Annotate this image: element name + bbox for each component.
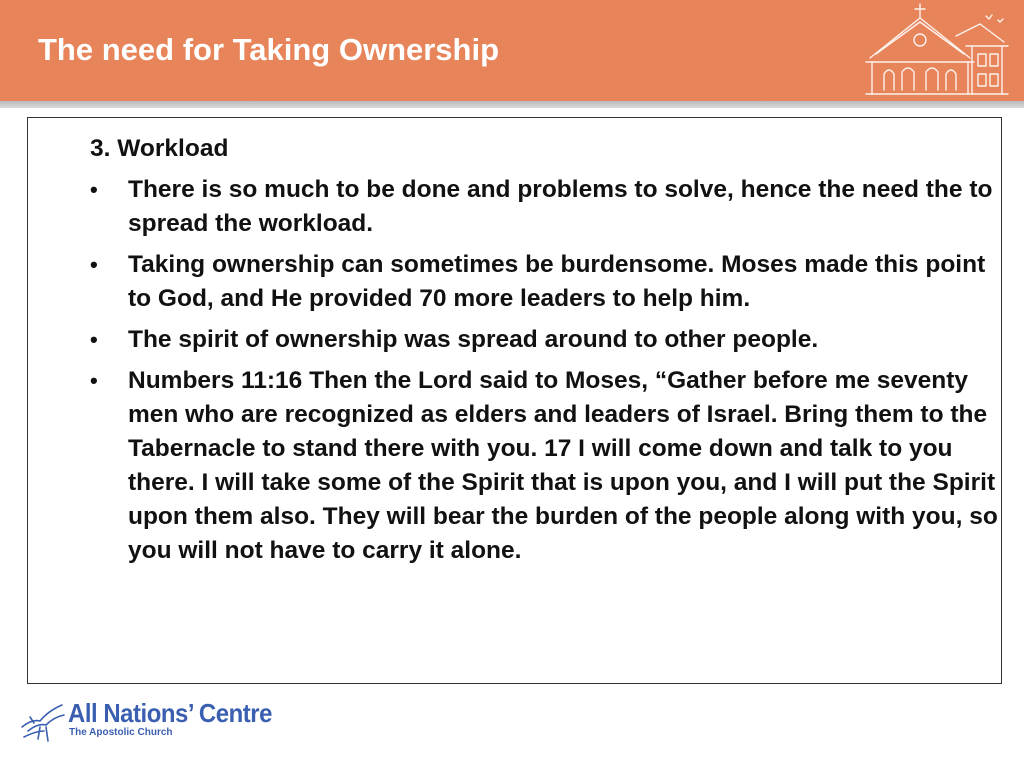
header-bar bbox=[0, 0, 1024, 101]
logo-name: All Nations’ Centre bbox=[68, 698, 272, 728]
body-text bbox=[90, 132, 998, 575]
bullet-glyph: • bbox=[90, 327, 98, 352]
dove-icon bbox=[18, 697, 66, 743]
header-divider bbox=[0, 101, 1024, 108]
logo-subtitle: The Apostolic Church bbox=[69, 727, 173, 738]
bullet-text: Numbers 11:16 Then the Lord said to Moses, “Gather before me seventy men who are recognized as elders and leaders of Israel. Bring them to the Tabernacle to stand there with you. 17 I will come down and talk to you there. I will take some of the Spirit that is upon you, and I will put the Spirit upon them also. They will bear the burden of the people along with you, so you will not have to carry it alone. bbox=[128, 367, 998, 564]
bullet-glyph: • bbox=[90, 252, 98, 277]
bullet-glyph: • bbox=[90, 177, 98, 202]
bullet-list bbox=[90, 173, 998, 568]
church-building-icon bbox=[862, 2, 1012, 98]
slide-title: The need for Taking Ownership bbox=[38, 32, 500, 67]
bullet-text: There is so much to be done and problems to solve, hence the need the to spread the workload. bbox=[128, 176, 993, 237]
section-heading: 3. Workload bbox=[90, 135, 229, 162]
content-box bbox=[27, 117, 1002, 684]
bullet-point bbox=[90, 248, 998, 316]
bullet-point bbox=[90, 364, 998, 568]
bullet-text: Taking ownership can sometimes be burdensome. Moses made this point to God, and He provided 70 more leaders to help him. bbox=[128, 251, 986, 312]
footer-logo bbox=[18, 697, 308, 747]
bullet-text: The spirit of ownership was spread around to other people. bbox=[128, 326, 819, 353]
bullet-glyph: • bbox=[90, 368, 98, 393]
bullet-point bbox=[90, 173, 998, 241]
bullet-point bbox=[90, 323, 998, 357]
